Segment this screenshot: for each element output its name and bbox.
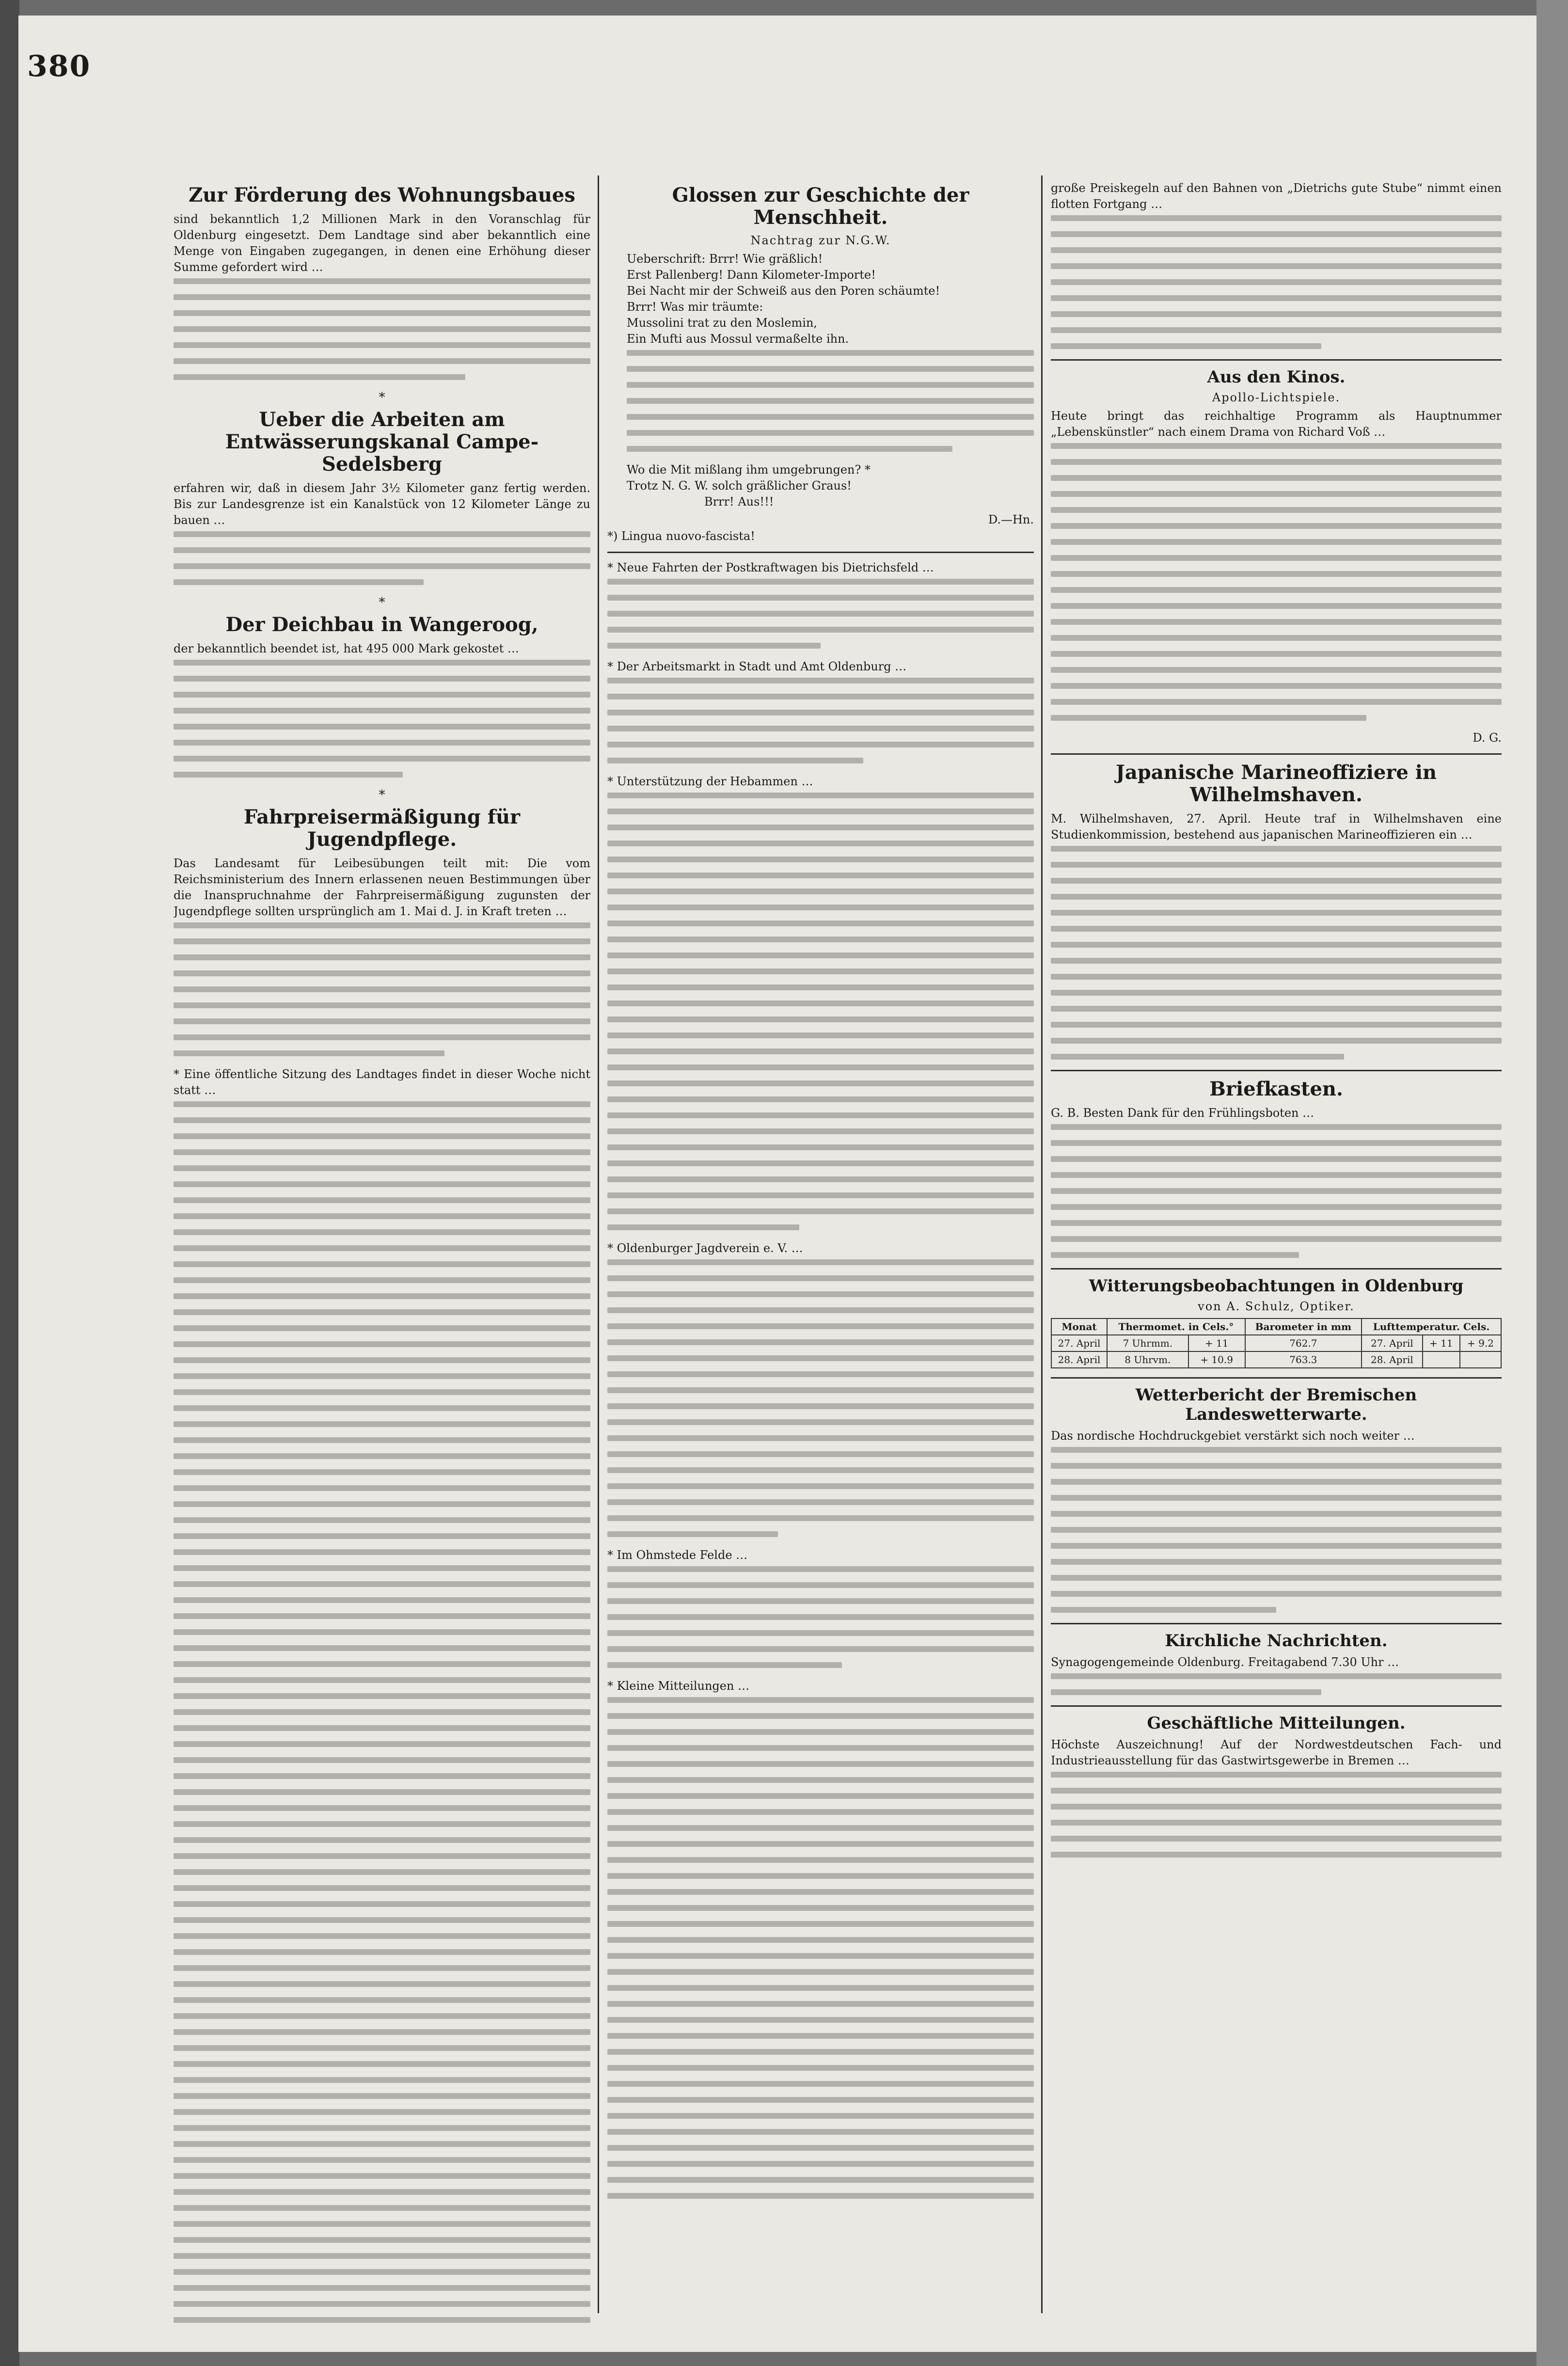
section-rule bbox=[1051, 753, 1502, 755]
article-wohnungsbau: sind bekanntlich 1,2 Millionen Mark in den Voranschlag für Oldenburg eingesetzt. Dem Landtage sind aber bekanntlich eine Menge von Eingaben zugegangen, in denen eine Erhöhung dieser Summe gefordert wird … bbox=[174, 212, 590, 274]
text-block bbox=[1051, 1124, 1502, 1258]
headline-kinos: Aus den Kinos. bbox=[1207, 367, 1346, 387]
text-block bbox=[607, 350, 1034, 452]
article-marineoffiziere: M. Wilhelmshaven, 27. April. Heute traf in Wilhelmshaven eine Studienkommission, bestehend aus japanischen Marineoffizieren ein … bbox=[1051, 812, 1502, 842]
article-fahrpreis: Das Landesamt für Leibesübungen teilt mit: Die vom Reichsministerium des Innern erlassenen neuen Bestimmungen über die Inanspruchnahme der Fahrpreisermäßigung zugunsten der Jugendpflege sollten ursprünglich am 1. Mai d. J. in Kraft treten … bbox=[174, 857, 590, 918]
column-rule-1 bbox=[598, 175, 599, 2313]
article-wetterbericht: Das nordische Hochdruckgebiet verstärkt sich noch weiter … bbox=[1051, 1429, 1415, 1443]
headline-witterung: Witterungsbeobachtungen in Oldenburg bbox=[1089, 1276, 1464, 1296]
section-rule bbox=[1051, 1623, 1502, 1624]
separator-star: * bbox=[379, 390, 385, 405]
table-header-row bbox=[1051, 1318, 1501, 1335]
article-arbeitsmarkt: * Der Arbeitsmarkt in Stadt und Amt Oldenburg … bbox=[607, 660, 907, 673]
article-kleine-mitteilungen: * Kleine Mitteilungen … bbox=[607, 1679, 750, 1693]
headline-fahrpreis: Fahrpreisermäßigung für Jugendpflege. bbox=[243, 806, 521, 851]
article-hebammen: * Unterstützung der Hebammen … bbox=[607, 775, 813, 788]
table-cell: 763.3 bbox=[1245, 1351, 1362, 1368]
footnote: *) Lingua nuovo-fascista! bbox=[607, 529, 755, 543]
poem-line: Brrr! Aus!!! bbox=[704, 495, 774, 508]
article-briefkasten: G. B. Besten Dank für den Frühlingsboten … bbox=[1051, 1106, 1315, 1120]
binding-edge-right bbox=[1536, 0, 1568, 2366]
section-rule bbox=[1051, 1070, 1502, 1071]
table-cell: 762.7 bbox=[1245, 1335, 1362, 1351]
article-entwaesserung: erfahren wir, daß in diesem Jahr 3½ Kilometer ganz fertig werden. Bis zur Landesgrenze ist ein Kanalstück von 12 Kilometer Länge zu bauen … bbox=[174, 481, 590, 527]
text-block bbox=[174, 922, 590, 1056]
poem-line: Ein Mufti aus Mossul vermaßelte ihn. bbox=[627, 332, 849, 346]
table-header-cell: Barometer in mm bbox=[1245, 1318, 1362, 1335]
column-left bbox=[174, 180, 590, 2323]
text-block bbox=[174, 531, 590, 585]
article-postkraftwagen: * Neue Fahrten der Postkraftwagen bis Dietrichsfeld … bbox=[607, 561, 934, 574]
column-middle bbox=[607, 180, 1034, 2323]
article-ohmstede: * Im Ohmstede Felde … bbox=[607, 1548, 748, 1562]
section-rule bbox=[1051, 1377, 1502, 1379]
headline-briefkasten: Briefkasten. bbox=[1209, 1078, 1343, 1100]
text-block bbox=[607, 579, 1034, 649]
text-block bbox=[607, 1697, 1034, 2199]
table-cell bbox=[1423, 1351, 1460, 1368]
binding-edge-left bbox=[0, 0, 19, 2366]
headline-glossen: Glossen zur Geschichte der Menschheit. bbox=[672, 184, 969, 229]
table-row bbox=[1051, 1335, 1501, 1351]
poem-line: Brrr! Was mir träumte: bbox=[627, 300, 763, 314]
headline-kirchliche: Kirchliche Nachrichten. bbox=[1165, 1631, 1388, 1651]
text-block bbox=[1051, 215, 1502, 349]
article-deichbau: der bekanntlich beendet ist, hat 495 000 Mark gekostet … bbox=[174, 642, 519, 655]
column-right bbox=[1051, 180, 1502, 2323]
section-rule bbox=[1051, 359, 1502, 361]
text-block bbox=[1051, 1447, 1502, 1613]
subheadline-nachtrag: Nachtrag zur N.G.W. bbox=[750, 234, 891, 247]
section-rule bbox=[1051, 1705, 1502, 1707]
poem-line: Wo die Mit mißlang ihm umgebrungen? * bbox=[627, 463, 871, 476]
poem-line: Mussolini trat zu den Moslemin, bbox=[627, 316, 818, 330]
text-block bbox=[607, 678, 1034, 763]
text-block bbox=[1051, 443, 1502, 721]
headline-marineoffiziere: Japanische Marineoffiziere in Wilhelmshaven. bbox=[1115, 761, 1437, 806]
table-cell: 28. April bbox=[1051, 1351, 1107, 1368]
poem-line: Erst Pallenberg! Dann Kilometer-Importe! bbox=[627, 268, 876, 282]
table-row bbox=[1051, 1351, 1501, 1368]
newspaper-page bbox=[18, 16, 1536, 2352]
headline-entwaesserung: Ueber die Arbeiten am Entwässerungskanal Campe-Sedelsberg bbox=[225, 408, 539, 476]
headline-deichbau: Der Deichbau in Wangeroog, bbox=[225, 613, 539, 636]
article-geschaeftliche: Höchste Auszeichnung! Auf der Nordwestdeutschen Fach- und Industrieausstellung für das Gastwirtsgewerbe in Bremen … bbox=[1051, 1738, 1502, 1767]
table-cell: + 11 bbox=[1188, 1335, 1245, 1351]
subheadline-apollo: Apollo-Lichtspiele. bbox=[1212, 391, 1341, 404]
headline-wohnungsbau: Zur Förderung des Wohnungsbaues bbox=[189, 184, 575, 206]
headline-geschaeftliche: Geschäftliche Mitteilungen. bbox=[1147, 1714, 1406, 1733]
page-number: 380 bbox=[27, 49, 91, 83]
table-cell: 27. April bbox=[1051, 1335, 1107, 1351]
signature: D. G. bbox=[1473, 731, 1502, 745]
table-header-cell: Monat bbox=[1051, 1318, 1107, 1335]
separator-star: * bbox=[379, 788, 385, 802]
poem-line: Bei Nacht mir der Schweiß aus den Poren schäumte! bbox=[627, 284, 940, 298]
article-kirchliche: Synagogengemeinde Oldenburg. Freitagabend 7.30 Uhr … bbox=[1051, 1655, 1399, 1669]
table-cell: + 10.9 bbox=[1188, 1351, 1245, 1368]
subheadline-optiker: von A. Schulz, Optiker. bbox=[1198, 1300, 1355, 1313]
table-cell: + 11 bbox=[1423, 1335, 1460, 1351]
section-rule bbox=[1051, 1268, 1502, 1270]
table-cell: + 9.2 bbox=[1460, 1335, 1501, 1351]
table-cell bbox=[1460, 1351, 1501, 1368]
signature: D.—Hn. bbox=[988, 513, 1034, 526]
table-header-cell: Lufttemperatur. Cels. bbox=[1362, 1318, 1501, 1335]
article-kinos: Heute bringt das reichhaltige Programm als Hauptnummer „Lebenskünstler“ nach einem Drama von Richard Voß … bbox=[1051, 409, 1502, 439]
poem-line: Ueberschrift: Brrr! Wie gräßlich! bbox=[627, 252, 823, 266]
table-cell: 28. April bbox=[1362, 1351, 1423, 1368]
table-cell: 7 Uhrmm. bbox=[1107, 1335, 1188, 1351]
text-block bbox=[607, 1259, 1034, 1537]
text-block bbox=[1051, 846, 1502, 1060]
poem-line: Trotz N. G. W. solch gräßlicher Graus! bbox=[627, 479, 852, 492]
text-block bbox=[1051, 1673, 1502, 1695]
article-landtag: * Eine öffentliche Sitzung des Landtages findet in dieser Woche nicht statt … bbox=[174, 1067, 590, 1097]
separator-star: * bbox=[379, 595, 385, 610]
headline-wetterbericht: Wetterbericht der Bremischen Landeswetterwarte. bbox=[1135, 1385, 1417, 1424]
weather-table bbox=[1051, 1318, 1502, 1368]
section-rule bbox=[607, 552, 1034, 553]
text-block bbox=[607, 793, 1034, 1230]
text-block bbox=[174, 1101, 590, 2323]
text-block bbox=[1051, 1772, 1502, 1858]
table-cell: 27. April bbox=[1362, 1335, 1423, 1351]
table-header-cell: Thermomet. in Cels.° bbox=[1107, 1318, 1245, 1335]
text-block bbox=[174, 278, 590, 380]
article-jagdverein: * Oldenburger Jagdverein e. V. … bbox=[607, 1241, 803, 1255]
table-cell: 8 Uhrvm. bbox=[1107, 1351, 1188, 1368]
text-block bbox=[174, 660, 590, 778]
article-kegeln: große Preiskegeln auf den Bahnen von „Dietrichs gute Stube“ nimmt einen flotten Fortgang … bbox=[1051, 181, 1502, 211]
column-rule-2 bbox=[1041, 175, 1043, 2313]
text-block bbox=[607, 1566, 1034, 1668]
